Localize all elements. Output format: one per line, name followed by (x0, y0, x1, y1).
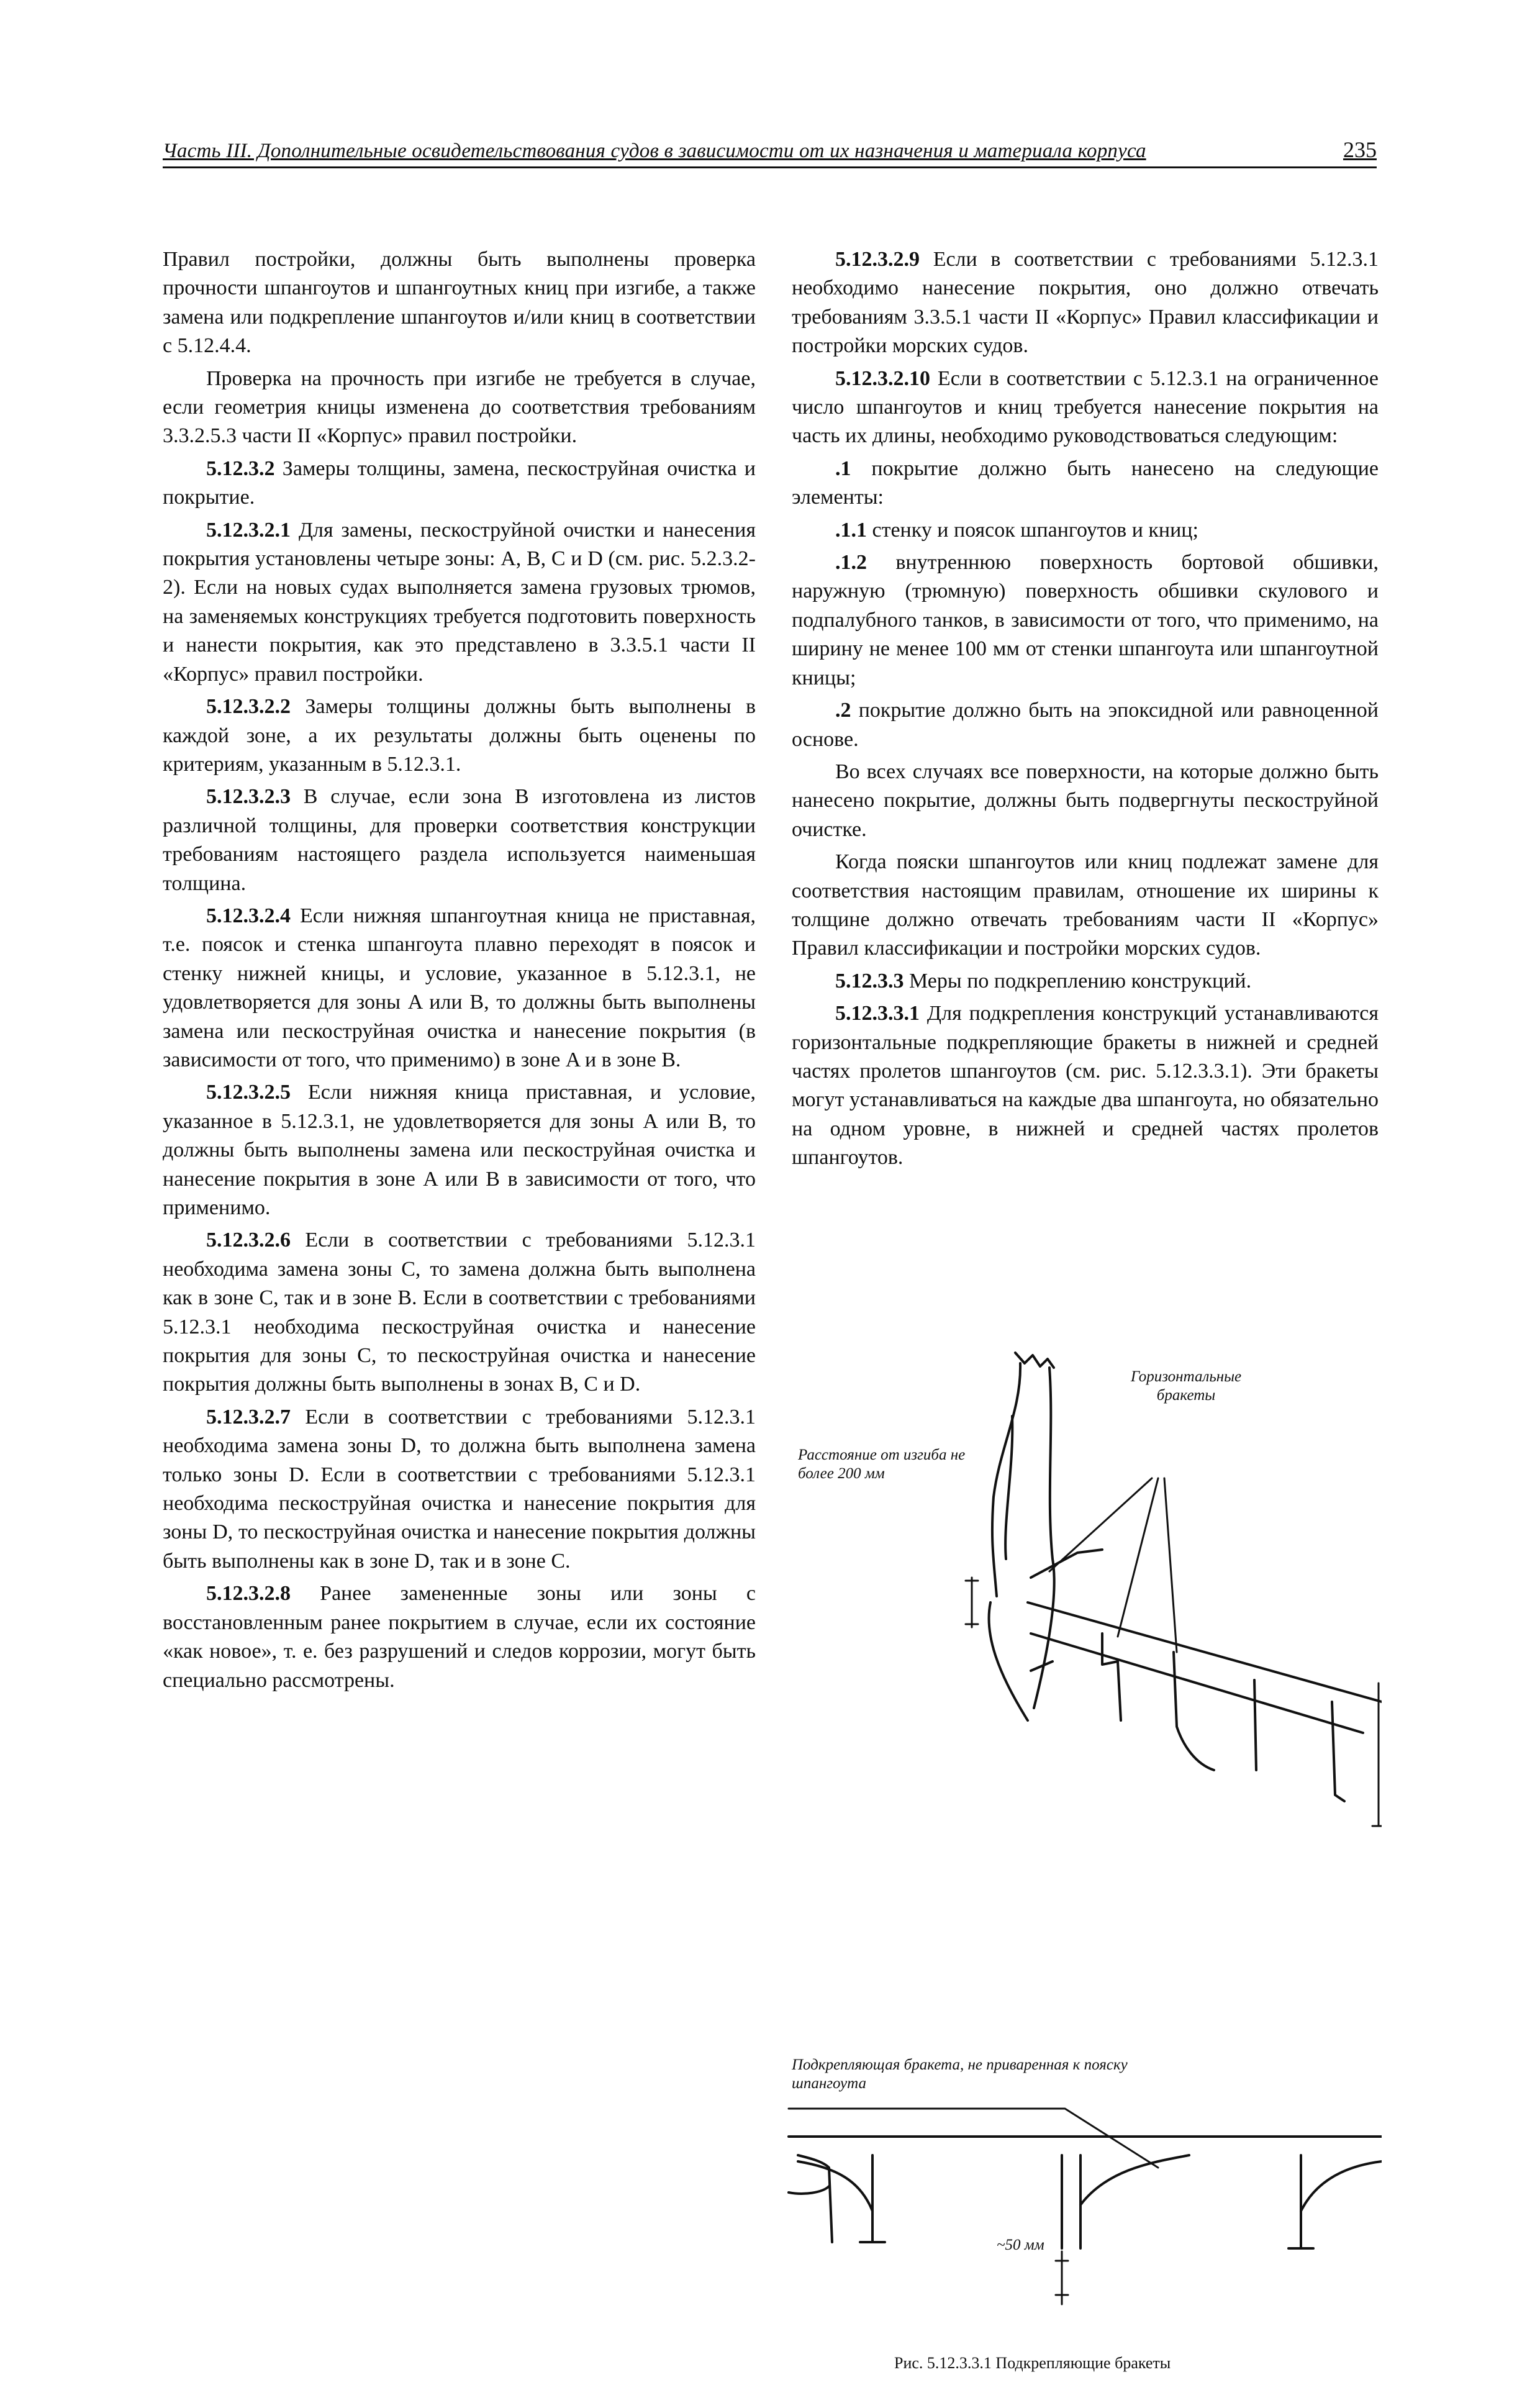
paragraph (163, 902, 756, 1074)
clause-number: 5.12.3.2 (206, 457, 283, 480)
paragraph (792, 548, 1379, 693)
frame-web-left (992, 1363, 1020, 1596)
bracket-leader-2 (1118, 1478, 1158, 1637)
paragraph-text: Если в соответствии с требованиями 5.12.3.1 необходима замена зоны D, то должна быть выполнена замена только зоны D. Если в соответствии с требованиями 5.12.3.1 необходима пескоструйная очистка и нанесение покрытия для зоны D, то пескоструйная очистка и нанесение покрытия должны быть выполнены как в зоне D, так и в зоне C. (163, 1405, 756, 1573)
clause-number: .2 (835, 699, 859, 722)
figure-caption: Рис. 5.12.3.3.1 Подкрепляющие бракеты (894, 2354, 1171, 2372)
bracket-upper (1031, 1550, 1102, 1578)
paragraph (163, 365, 756, 451)
paragraph-text: Правил постройки, должны быть выполнены проверка прочности шпангоутов и шпангоутных книц при изгибе, а также замена или подкрепление шпангоутов и/или книц в соответствии с 5.12.4.4. (163, 248, 756, 358)
stiffener-2 (1174, 1652, 1214, 1770)
paragraph-text: покрытие должно быть на эпоксидной или равноценной основе. (792, 699, 1379, 751)
clause-number: 5.12.3.2.6 (206, 1229, 306, 1252)
paragraph (792, 696, 1379, 754)
left-column (163, 245, 756, 1699)
clause-number: 5.12.3.3 (835, 969, 909, 993)
reinforcing-leader (789, 2109, 1158, 2168)
paragraph (792, 758, 1379, 844)
label-distance: Расстояние от изгиба не более 200 мм (798, 1447, 966, 1482)
paragraph-text: Меры по подкреплению конструкций. (909, 969, 1252, 993)
paragraph-text: В случае, если зона B изготовлена из листов различной толщины, для проверки соответствия конструкции требованиям настоящего раздела используется наименьшая толщина. (163, 785, 756, 895)
paragraph (792, 365, 1379, 451)
stiffener-3 (1254, 1680, 1256, 1770)
figure-drawing (786, 1335, 1382, 2354)
clause-number: 5.12.3.2.8 (206, 1582, 320, 1606)
arc-right (1301, 2161, 1382, 2211)
paragraph-text: покрытие должно быть нанесено на следующие элементы: (792, 457, 1379, 509)
paragraph-text: Если нижняя кница приставная, и условие, указанное в 5.12.3.1, не удовлетворяется для зоны A или B, то должны быть выполнены замена или пескоструйная очистка и нанесение покрытия в зоне A или B в зависимости от того, что применимо. (163, 1081, 756, 1219)
clause-number: 5.12.3.2.10 (835, 366, 938, 390)
paragraph (163, 455, 756, 512)
arc-left (798, 2161, 872, 2211)
distance-dimension (966, 1578, 978, 1627)
paragraph (792, 967, 1379, 996)
paragraph (792, 245, 1379, 361)
paragraph-text: Проверка на прочность при изгибе не требуется в случае, если геометрия кницы изменена до соответствия требованиям 3.3.2.5.3 части II «Корпус» правил постройки. (163, 366, 756, 448)
clause-number: 5.12.3.2.1 (206, 518, 299, 542)
paragraph (163, 245, 756, 361)
paragraph-text: Когда пояски шпангоутов или книц подлежат замене для соответствия настоящим правилам, отношение их ширины к толщине должно отвечать требованиям части II «Корпус» Правил классификации и постройки морских судов. (792, 850, 1379, 960)
label-reinforcing-bracket: Подкрепляющая бракета, не приваренная к пояску шпангоута (792, 2056, 1128, 2092)
label-dimension-50: ~50 мм (997, 2237, 1044, 2253)
sloping-plate (1028, 1602, 1382, 1702)
paragraph (163, 1226, 756, 1399)
paragraph (792, 848, 1379, 963)
clause-number: .1 (835, 457, 872, 480)
clause-number: .1.2 (835, 551, 896, 575)
lower-flange-left (789, 2186, 829, 2194)
paragraph (163, 1078, 756, 1222)
frame-lower (989, 1602, 1028, 1720)
paragraph-text: Если в соответствии с 5.12.3.1 на ограниченное число шпангоутов и книц требуется нанесение покрытия на часть их длины, необходимо руководствоваться следующим: (792, 366, 1379, 448)
paragraph (163, 1579, 756, 1695)
paragraph-text: Для замены, пескоструйной очистки и нанесения покрытия установлены четыре зоны: A, B, C и D (см. рис. 5.2.3.2-2). Если на новых судах выполняется замена грузовых трюмов, на заменяемых конструкциях требуется подготовить поверхность и нанести покрытия, как это представлено в 3.3.5.1 части II «Корпус» правил постройки. (163, 518, 756, 686)
stiffener-4 (1332, 1702, 1344, 1801)
web-right (1289, 2155, 1313, 2248)
paragraph-text: Если нижняя шпангоутная кница не приставная, т.е. поясок и стенка шпангоута плавно переходят в поясок и стенку нижней кницы, и условие, указанное в 5.12.3.1, не удовлетворяется для зоны A или B, то должны быть выполнены замена или пескоструйная очистка и нанесение покрытия (в зависимости от того, что применимо) в зоне A и в зоне B. (163, 904, 756, 1071)
clause-number: 5.12.3.2.5 (206, 1081, 308, 1104)
bracket-leader-3 (1164, 1478, 1177, 1652)
figure-reinforcing-brackets (786, 1335, 1382, 2385)
paragraph-text: Ранее замененные зоны или зоны с восстановленным ранее покрытием в случае, если их состояние «как новое», т. е. без разрушений и следов коррозии, могут быть специально рассмотрены. (163, 1582, 756, 1692)
paragraph-text: внутреннюю поверхность бортовой обшивки, наружную (трюмную) поверхность обшивки скулового и подпалубного танков, в зависимости от того, что применимо, на ширину не менее 100 мм от стенки шпангоута или шпангоутной кницы; (792, 551, 1379, 689)
page-number: 235 (1343, 137, 1377, 162)
paragraph (163, 1403, 756, 1576)
bracket-leader-1 (1049, 1478, 1152, 1571)
paragraph-text: Если в соответствии с требованиями 5.12.3.1 необходима замена зоны C, то замена должна быть выполнена как в зоне C, так и в зоне B. Если в соответствии с требованиями 5.12.3.1 необходима пескоструйная очистка и нанесение покрытия для зоны C, то пескоструйная очистка и нанесение покрытия должны быть выполнены в зонах B, C и D. (163, 1229, 756, 1396)
clause-number: 5.12.3.3.1 (835, 1002, 927, 1025)
stiffener-1 (1102, 1633, 1121, 1720)
paragraph-text: Для подкрепления конструкций устанавливаются горизонтальные подкрепляющие бракеты в нижней и средней частях пролетов шпангоутов (см. рис. 5.12.3.3.1). Эти бракеты могут устанавливаться на каждые два шпангоута, но обязательно на одном уровне, в нижней и средней частях пролетов шпангоутов. (792, 1002, 1379, 1170)
web-left (860, 2155, 885, 2242)
paragraph (792, 516, 1379, 545)
paragraph-text: Замеры толщины, замена, пескоструйная очистка и покрытие. (163, 457, 756, 509)
clause-number: 5.12.3.2.9 (835, 248, 933, 271)
right-column (792, 245, 1379, 1176)
frame-web-right (1034, 1368, 1054, 1708)
clause-number: .1.1 (835, 518, 872, 542)
end-dimension (1372, 1683, 1382, 1826)
paragraph-text: стенку и поясок шпангоутов и книц; (872, 518, 1198, 542)
paragraph (792, 999, 1379, 1172)
paragraph (792, 455, 1379, 512)
paragraph-text: Во всех случаях все поверхности, на которые должно быть нанесено покрытие, должны быть подвергнуты пескоструйной очистке. (792, 760, 1379, 841)
paragraph (163, 693, 756, 779)
running-header (163, 138, 1377, 168)
dimension-50 (1056, 2251, 1068, 2304)
paragraph-text: Если в соответствии с требованиями 5.12.3.1 необходимо нанесение покрытия, оно должно отвечать требованиям 3.3.5.1 части II «Корпус» Правил классификации и постройки морских судов. (792, 248, 1379, 358)
paragraph-text: Замеры толщины должны быть выполнены в каждой зоне, а их результаты должны быть оценены по критериям, указанным в 5.12.3.1. (163, 695, 756, 776)
clause-number: 5.12.3.2.3 (206, 785, 304, 809)
clause-number: 5.12.3.2.7 (206, 1405, 306, 1429)
clause-number: 5.12.3.2.2 (206, 695, 306, 719)
paragraph (163, 783, 756, 898)
header-title: Часть III. Дополнительные освидетельствования судов в зависимости от их назначения и материала корпуса (163, 140, 1146, 162)
clause-number: 5.12.3.2.4 (206, 904, 300, 927)
arc-center (1080, 2155, 1189, 2205)
paragraph (163, 516, 756, 689)
label-horizontal-brackets: Горизонтальные бракеты (1130, 1368, 1242, 1404)
